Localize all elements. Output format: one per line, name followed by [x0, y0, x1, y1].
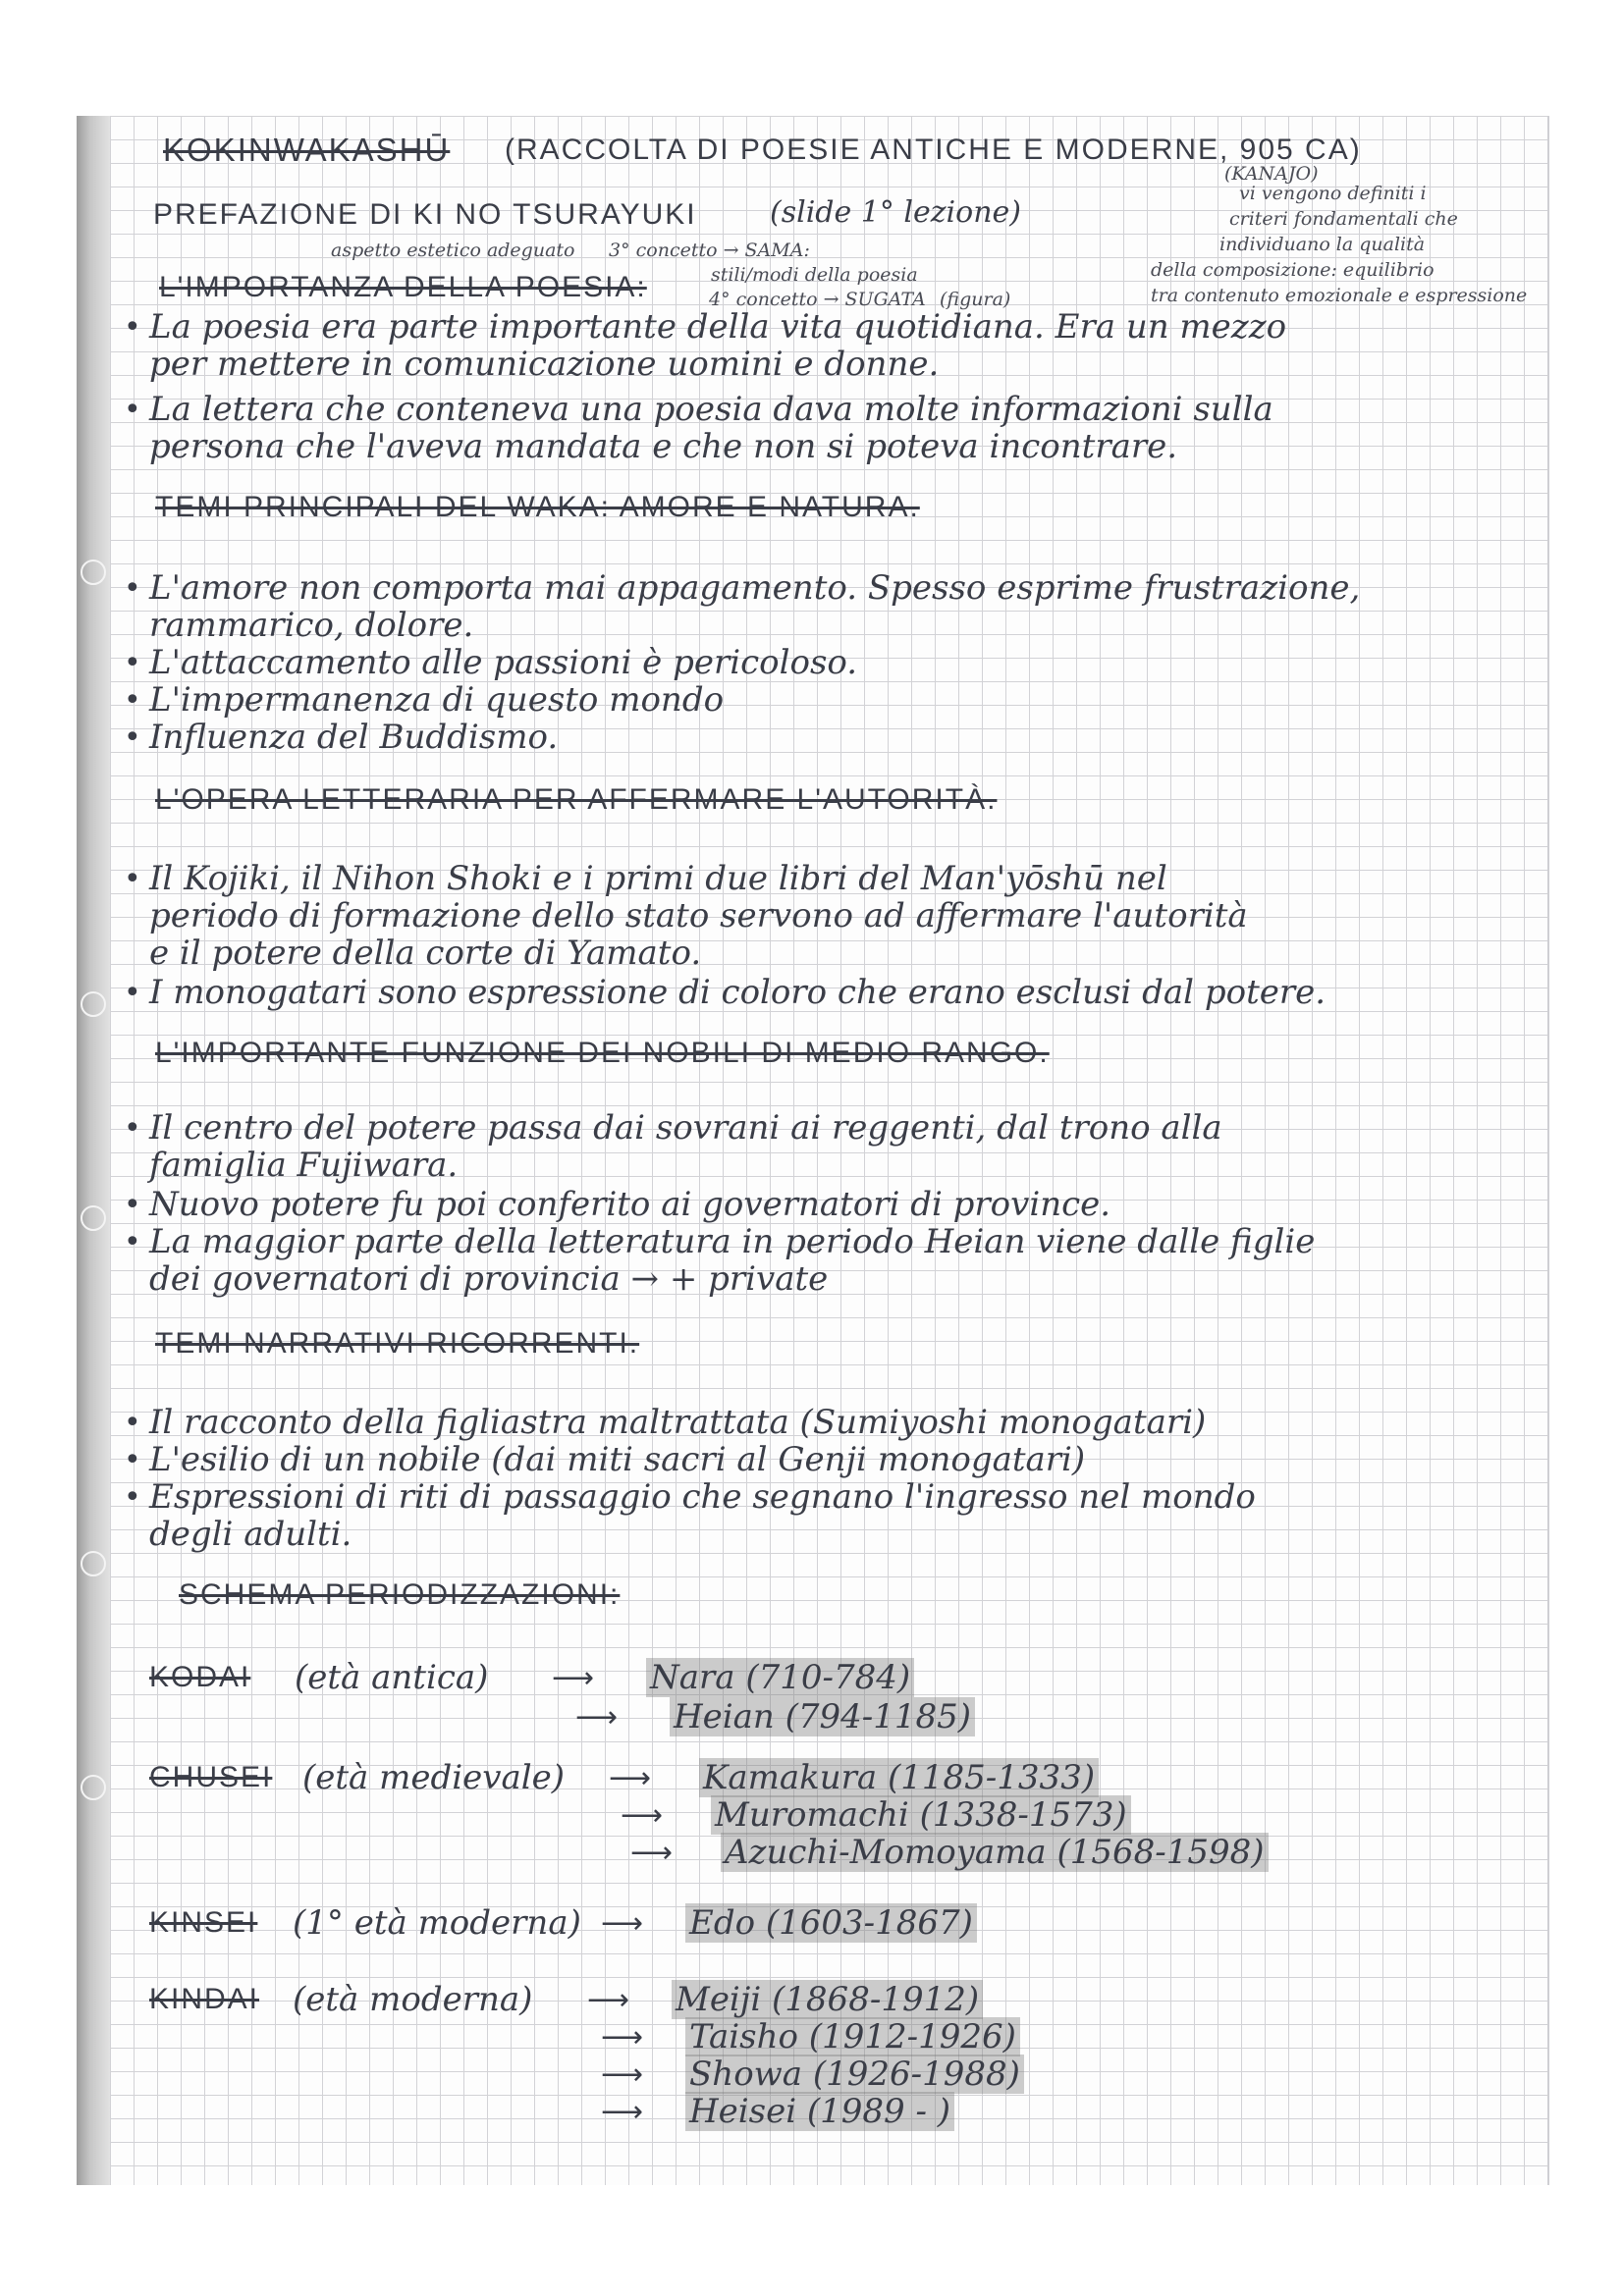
schema-heading: SCHEMA PERIODIZZAZIONI:: [179, 1578, 621, 1611]
period-label: Nara (710-784): [646, 1658, 914, 1697]
section-heading: L'IMPORTANTE FUNZIONE DEI NOBILI DI MEDIO RANGO.: [155, 1037, 1050, 1069]
arrow-icon: ⟶: [575, 1700, 619, 1735]
era-name: KINSEI: [149, 1906, 258, 1939]
period-label: Meiji (1868-1912): [672, 1980, 983, 2019]
note-line: famiglia Fujiwara.: [149, 1146, 459, 1185]
bullet-dot: •: [124, 721, 141, 755]
section-heading: L'IMPORTANZA DELLA POESIA:: [159, 271, 647, 303]
bullet-dot: •: [124, 1406, 141, 1440]
arrow-icon: ⟶: [601, 2020, 644, 2055]
bullet-dot: •: [124, 1225, 141, 1259]
note-line: dei governatori di provincia → + private: [149, 1259, 829, 1299]
binding-hole: [81, 1551, 106, 1576]
preface-note-line: tra contenuto emozionale e espressione: [1151, 285, 1528, 306]
notebook-binding: [77, 116, 110, 2185]
grid-paper-page: [110, 116, 1549, 2185]
arrow-icon: ⟶: [552, 1661, 595, 1695]
note-line: I monogatari sono espressione di coloro che erano esclusi dal potere.: [149, 973, 1326, 1012]
period-item: [672, 1980, 983, 2019]
binding-hole: [81, 560, 106, 585]
note-line: Nuovo potere fu poi conferito ai governatori di province.: [149, 1185, 1111, 1224]
note-line: Il racconto della figliastra maltrattata (Sumiyoshi monogatari): [149, 1403, 1207, 1442]
note-line: La maggior parte della letteratura in periodo Heian viene dalle figlie: [149, 1222, 1316, 1261]
period-label: Azuchi-Momoyama (1568-1598): [721, 1833, 1269, 1872]
bullet-dot: •: [124, 310, 141, 345]
note-line: e il potere della corte di Yamato.: [149, 934, 702, 973]
era-name: KINDAI: [149, 1983, 260, 2015]
era-name: CHUSEI: [149, 1761, 273, 1793]
section-heading: TEMI PRINCIPALI DEL WAKA: AMORE E NATURA.: [155, 491, 920, 523]
bullet-dot: •: [124, 1111, 141, 1146]
note-line: L'attaccamento alle passioni è pericoloso.: [149, 643, 858, 682]
period-label: Showa (1926-1988): [685, 2055, 1024, 2094]
period-item: [685, 2017, 1020, 2056]
arrow-icon: ⟶: [601, 2095, 644, 2129]
arrow-icon: ⟶: [630, 1836, 674, 1870]
binding-hole: [81, 1205, 106, 1231]
arrow-icon: ⟶: [621, 1798, 664, 1833]
arrow-icon: ⟶: [601, 2057, 644, 2092]
preface-note-line: della composizione: equilibrio: [1151, 259, 1435, 281]
note-line: Il Kojiki, il Nihon Shoki e i primi due libri del Man'yōshū nel: [149, 859, 1167, 898]
era-description: (età medievale): [302, 1758, 565, 1797]
era-description: (età antica): [295, 1658, 489, 1697]
concept3-note: 3° concetto → SAMA:: [609, 240, 810, 261]
note-line: degli adulti.: [149, 1515, 352, 1554]
note-line: periodo di formazione dello stato servono ad affermare l'autorità: [149, 896, 1248, 935]
era-name: KODAI: [149, 1661, 251, 1693]
note-line: Il centro del potere passa dai sovrani ai reggenti, dal trono alla: [149, 1108, 1222, 1148]
note-line: Influenza del Buddismo.: [149, 718, 559, 757]
styles-note: stili/modi della poesia: [711, 264, 918, 286]
note-line: La poesia era parte importante della vita quotidiana. Era un mezzo: [149, 307, 1287, 347]
page-title: KOKINWAKASHŪ: [163, 132, 451, 168]
period-label: Heisei (1989 - ): [685, 2092, 954, 2131]
note-line: rammarico, dolore.: [149, 606, 474, 645]
bullet-dot: •: [124, 1443, 141, 1477]
period-item: [699, 1758, 1099, 1797]
arrow-icon: ⟶: [601, 1906, 644, 1941]
preface-note-line: individuano la qualità: [1219, 234, 1426, 255]
bullet-dot: •: [124, 976, 141, 1010]
period-label: Muromachi (1338-1573): [711, 1795, 1131, 1835]
note-line: persona che l'aveva mandata e che non si poteva incontrare.: [149, 427, 1178, 466]
bullet-dot: •: [124, 1188, 141, 1222]
preface-heading: PREFAZIONE DI KI NO TSURAYUKI: [153, 198, 697, 231]
bullet-dot: •: [124, 683, 141, 718]
period-item: [685, 2055, 1024, 2094]
bullet-dot: •: [124, 1480, 141, 1515]
bullet-dot: •: [124, 393, 141, 427]
period-item: [721, 1833, 1269, 1872]
bullet-dot: •: [124, 646, 141, 680]
period-label: Kamakura (1185-1333): [699, 1758, 1099, 1797]
preface-note-line: criteri fondamentali che: [1229, 208, 1458, 230]
preface-note-line: vi vengono definiti i: [1239, 183, 1427, 204]
note-line: per mettere in comunicazione uomini e donne.: [149, 345, 940, 384]
note-line: Espressioni di riti di passaggio che segnano l'ingresso nel mondo: [149, 1477, 1256, 1517]
concept4-note: 4° concetto → SUGATA: [709, 289, 926, 310]
era-description: (1° età moderna): [293, 1903, 581, 1943]
section-heading: L'OPERA LETTERARIA PER AFFERMARE L'AUTORITÀ.: [155, 783, 998, 816]
period-item: [670, 1697, 975, 1736]
binding-hole: [81, 991, 106, 1017]
note-line: L'amore non comporta mai appagamento. Spesso esprime frustrazione,: [149, 568, 1361, 608]
binding-hole: [81, 1775, 106, 1800]
arrow-icon: ⟶: [609, 1761, 652, 1795]
page-subtitle: (RACCOLTA DI POESIE ANTICHE E MODERNE, 905 CA): [505, 133, 1362, 166]
period-label: Heian (794-1185): [670, 1697, 975, 1736]
kanajo-note: (KANAJO): [1224, 163, 1319, 185]
period-item: [685, 1903, 977, 1943]
period-item: [685, 2092, 954, 2131]
note-line: L'esilio di un nobile (dai miti sacri al Genji monogatari): [149, 1440, 1086, 1479]
figura-note: (figura): [940, 289, 1011, 310]
note-line: La lettera che conteneva una poesia dava molte informazioni sulla: [149, 390, 1273, 429]
period-label: Edo (1603-1867): [685, 1903, 977, 1943]
period-label: Taisho (1912-1926): [685, 2017, 1020, 2056]
aesthetic-note: aspetto estetico adeguato: [331, 240, 575, 261]
era-description: (età moderna): [293, 1980, 533, 2019]
bullet-dot: •: [124, 571, 141, 606]
period-item: [646, 1658, 914, 1697]
slide-reference: (slide 1° lezione): [770, 195, 1021, 230]
arrow-icon: ⟶: [587, 1983, 630, 2017]
bullet-dot: •: [124, 862, 141, 896]
section-heading: TEMI NARRATIVI RICORRENTI.: [155, 1327, 640, 1360]
note-line: L'impermanenza di questo mondo: [149, 680, 725, 720]
period-item: [711, 1795, 1131, 1835]
